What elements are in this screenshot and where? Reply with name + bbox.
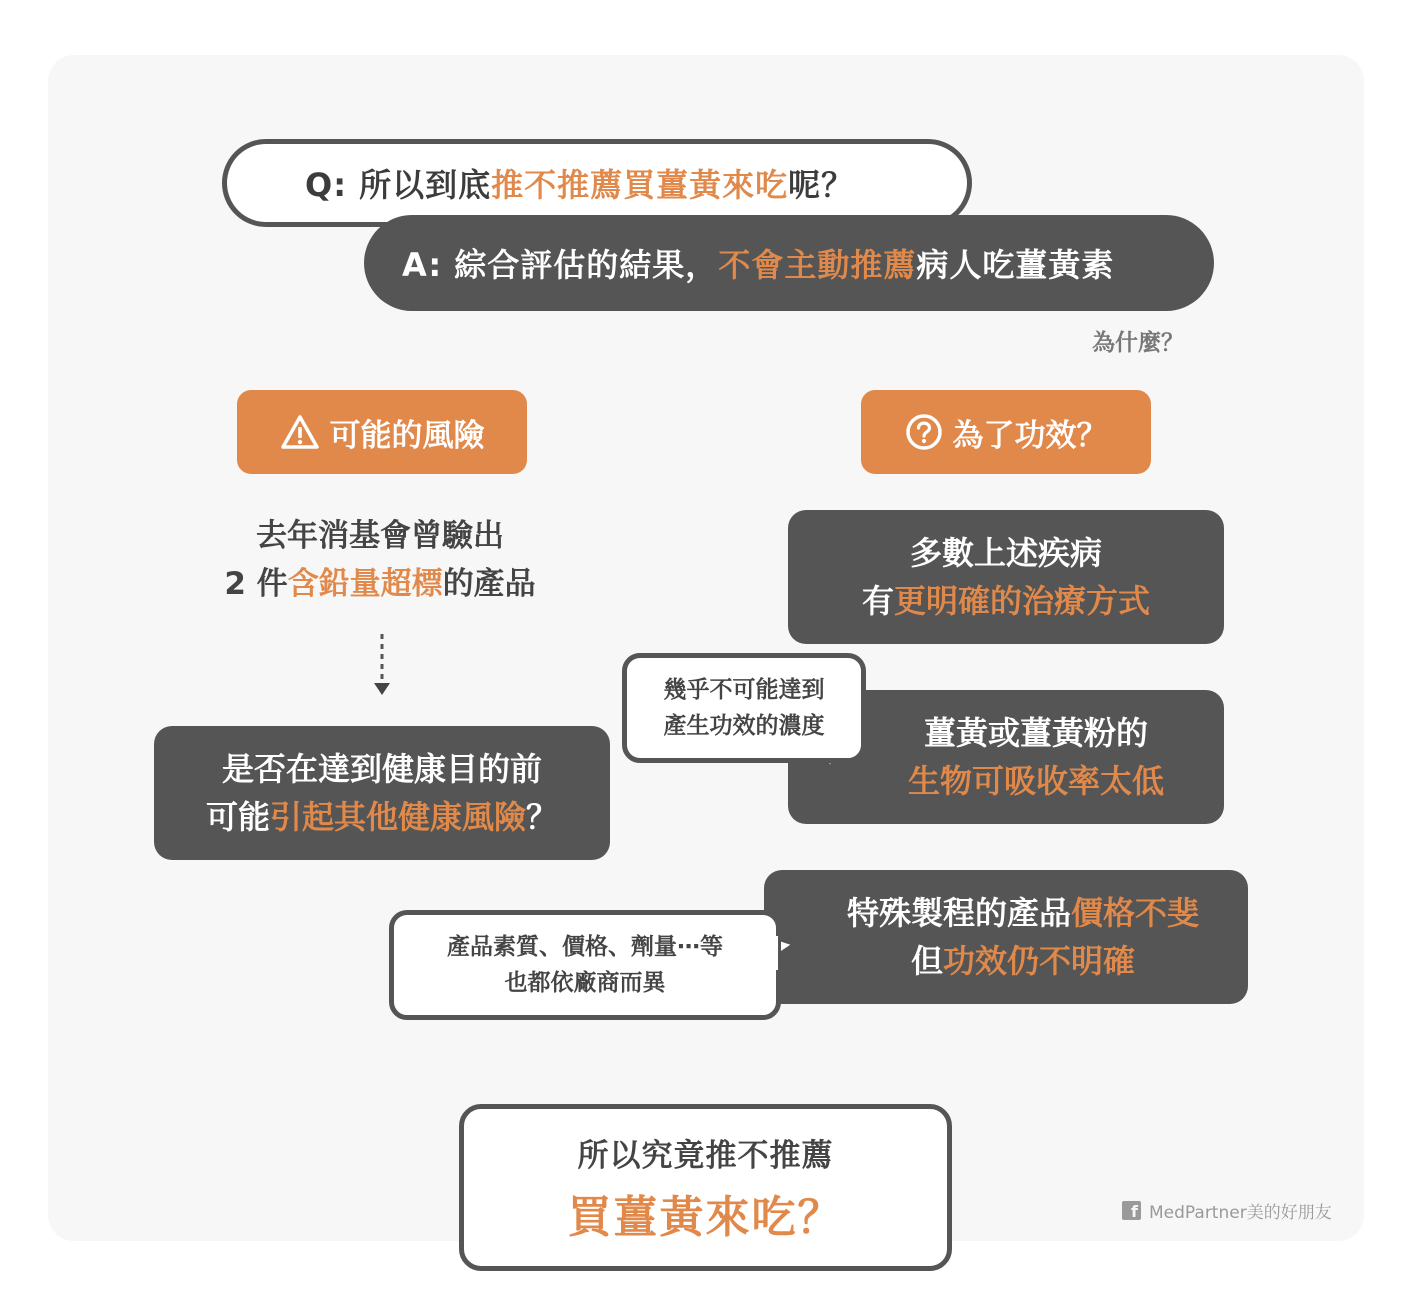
reason-1-line2-prefix: 有 (861, 582, 894, 620)
warning-icon (280, 414, 320, 450)
answer-suffix: 病人吃薑黃素 (916, 246, 1115, 284)
question-bubble (222, 139, 972, 227)
final-line2: 買薑黃來吃？ (567, 1192, 844, 1243)
reason-3-line2-highlight: 功效仍不明確 (943, 942, 1136, 980)
lead-line2-suffix: 的產品 (442, 566, 536, 602)
risk-header-label: 可能的風險 (329, 417, 485, 454)
lead-statement (150, 512, 610, 608)
question-circle-icon (905, 413, 943, 451)
question-prefix: Q: 所以到底 (305, 166, 492, 204)
callout-2-line2: 也都依廠商而異 (504, 970, 666, 996)
lead-line2-highlight: 含鉛量超標 (287, 566, 443, 602)
risk-box-line2-highlight: 引起其他健康風險 (269, 798, 526, 836)
why-label: 為什麼？ (1092, 330, 1184, 356)
reason-3-line1-prefix: 特殊製程的產品 (846, 894, 1071, 932)
reason-box-1 (788, 510, 1224, 644)
callout-1-line2: 產生功效的濃度 (663, 713, 825, 739)
reason-3-line1-highlight: 價格不斐 (1071, 894, 1200, 932)
callout-1 (622, 653, 866, 763)
efficacy-header-label: 為了功效？ (952, 417, 1108, 454)
risk-box-line2-prefix: 可能 (205, 798, 270, 836)
risk-header (237, 390, 527, 474)
reason-1-line2-highlight: 更明確的治療方式 (894, 582, 1151, 620)
risk-box (154, 726, 610, 860)
question-suffix: 呢？ (788, 166, 855, 204)
answer-bubble (364, 215, 1214, 311)
reason-3-line2-prefix: 但 (910, 942, 943, 980)
reason-2-line1: 薑黃或薑黃粉的 (923, 714, 1148, 752)
callout-1-tail-cover (798, 750, 838, 772)
question-highlight: 推不推薦買薑黃來吃 (491, 166, 789, 204)
reason-3-line1 (798, 889, 1248, 937)
callout-2-line1: 產品素質、價格、劑量⋯等 (447, 934, 723, 960)
reason-3-line2 (798, 937, 1248, 985)
risk-box-line2 (154, 793, 610, 841)
callout-2-tail-cover (770, 936, 782, 970)
dashed-arrow (370, 632, 394, 698)
callout-1-line1: 幾乎不可能達到 (663, 677, 825, 703)
risk-box-line2-suffix: ？ (526, 798, 559, 836)
final-question-box (459, 1104, 952, 1271)
lead-line2-prefix: 2 件 (224, 566, 288, 602)
final-line1: 所以究竟推不推薦 (577, 1138, 834, 1174)
answer-highlight: 不會主動推薦 (718, 246, 917, 284)
lead-line1: 去年消基會曾驗出 (256, 518, 504, 554)
reason-box-3 (764, 870, 1248, 1004)
facebook-icon: f (1122, 1201, 1141, 1220)
efficacy-header (861, 390, 1151, 474)
callout-2 (389, 910, 781, 1020)
lead-line2 (150, 560, 610, 608)
brand-credit (1122, 1198, 1332, 1223)
reason-1-line1: 多數上述疾病 (909, 534, 1102, 572)
reason-2-line2: 生物可吸收率太低 (907, 762, 1164, 800)
reason-1-line2 (788, 577, 1224, 625)
risk-box-line1: 是否在達到健康目的前 (221, 750, 542, 788)
answer-prefix: A: 綜合評估的結果， (402, 246, 719, 284)
brand-text: MedPartner美的好朋友 (1149, 1203, 1332, 1223)
